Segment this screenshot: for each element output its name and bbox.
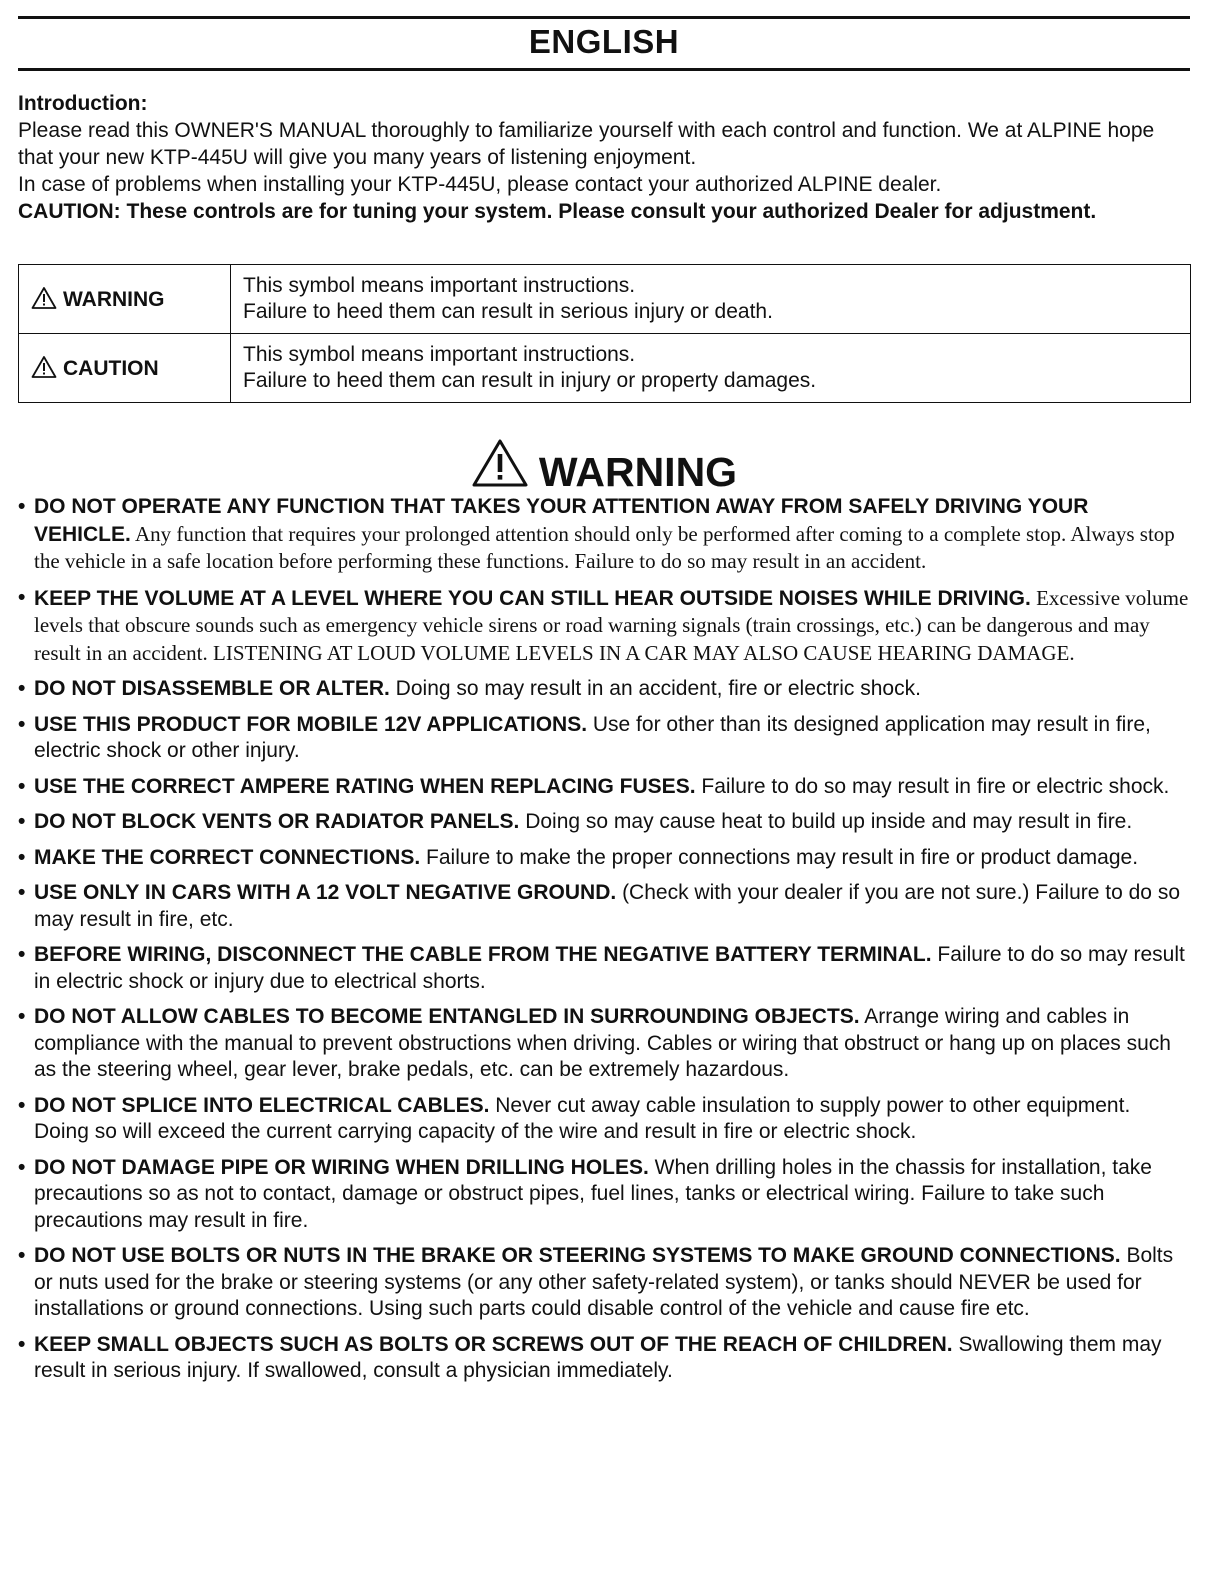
language-title: ENGLISH [528,23,680,60]
symbol-label: CAUTION [63,357,159,380]
item-lead: USE THE CORRECT AMPERE RATING WHEN REPLACING FUSES. [34,774,696,798]
list-item [18,845,1190,872]
warning-heading-text: WARNING [538,449,738,495]
symbol-label: WARNING [63,288,165,311]
item-text: Excessive volume levels that obscure sounds such as emergency vehicle sirens or road warning signals (train crossings, etc.) can be dangerous and may result in an accident. LISTENING AT LOUD VOLUME LEVELS IN A CAR MAY ALSO CAUSE HEARING DAMAGE. [34,585,1189,665]
item-lead: DO NOT USE BOLTS OR NUTS IN THE BRAKE OR STEERING SYSTEMS TO MAKE GROUND CONNECTIONS. [34,1244,1121,1267]
item-lead: USE THIS PRODUCT FOR MOBILE 12V APPLICATIONS. [34,712,588,736]
caution-triangle-icon [31,355,57,379]
list-item [18,494,1190,576]
list-item [18,676,1190,703]
symbol-legend-table [18,264,1191,403]
list-item [18,1155,1190,1235]
list-item [18,774,1190,801]
item-text: Arrange wiring and cables in compliance with the manual to prevent obstructions when driving. Cables or wiring that obstruct or hang up on places such as the steering wheel, gear lever, brake pedals, etc. can be extremely hazardous. [34,1005,1171,1081]
item-lead: USE ONLY IN CARS WITH A 12 VOLT NEGATIVE GROUND. [34,881,617,904]
item-lead: DO NOT DISASSEMBLE OR ALTER. [34,677,390,700]
item-text: Any function that requires your prolonged attention should only be performed after coming to a complete stop. Always stop the vehicle in a safe location before performing these functions. Failure to do so may result in an accident. [34,521,1175,573]
warning-list [18,494,1190,1394]
item-text: Never cut away cable insulation to supply power to other equipment. Doing so will exceed the current carrying capacity of the wire and result in fire or electric shock. [34,1093,1131,1143]
top-rule [18,16,1190,19]
symbol-desc-line: Failure to heed them can result in serious injury or death. [243,300,773,323]
symbol-description [231,265,1191,334]
item-text: Doing so may result in an accident, fire or electric shock. [389,677,921,700]
item-text: Failure to do so may result in electric shock or injury due to electrical shorts. [34,943,1185,993]
item-text: When drilling holes in the chassis for installation, take precautions so as not to contact, damage or obstruct pipes, fuel lines, tanks or electrical wiring. Failure to take such precautions may result in fire. [34,1155,1152,1232]
symbol-desc-line: Failure to heed them can result in injury or property damages. [243,369,817,392]
item-lead: DO NOT OPERATE ANY FUNCTION THAT TAKES YOUR ATTENTION AWAY FROM SAFELY DRIVING YOUR VEHICLE. [34,495,1089,546]
list-item [18,809,1190,836]
intro-paragraph-1: Please read this OWNER'S MANUAL thoroughly to familiarize yourself with each control and function. We at ALPINE hope that your new KTP-445U will give you many years of listening enjoyment. [18,119,1155,169]
symbol-description [231,334,1191,403]
item-lead: DO NOT DAMAGE PIPE OR WIRING WHEN DRILLING HOLES. [34,1155,649,1179]
item-lead: DO NOT BLOCK VENTS OR RADIATOR PANELS. [34,810,520,833]
list-item [18,1004,1190,1084]
item-lead: KEEP THE VOLUME AT A LEVEL WHERE YOU CAN STILL HEAR OUTSIDE NOISES WHILE DRIVING. [34,586,1031,610]
introduction [18,90,1190,225]
symbol-cell [19,265,231,334]
warning-heading [18,438,1190,498]
item-text: Failure to make the proper connections may result in fire or product damage. [420,845,1139,869]
symbol-row-caution [19,334,1191,403]
item-lead: MAKE THE CORRECT CONNECTIONS. [34,845,421,869]
symbol-cell [19,334,231,403]
list-item [18,1093,1190,1146]
item-lead: BEFORE WIRING, DISCONNECT THE CABLE FROM THE NEGATIVE BATTERY TERMINAL. [34,943,932,966]
warning-triangle-icon [31,286,57,310]
intro-paragraph-2: In case of problems when installing your KTP-445U, please contact your authorized ALPINE dealer. [18,173,942,196]
symbol-desc-line: This symbol means important instructions. [243,274,636,297]
list-item [18,880,1190,933]
item-text: Doing so may cause heat to build up inside and may result in fire. [519,810,1133,833]
intro-heading: Introduction: [18,92,148,115]
list-item [18,1332,1190,1385]
item-text: Bolts or nuts used for the brake or steering systems (or any other safety-related system), or tanks should NEVER be used for installations or ground connections. Using such parts could disable control of the vehicle and cause fire etc. [34,1244,1174,1320]
item-lead: DO NOT ALLOW CABLES TO BECOME ENTANGLED IN SURROUNDING OBJECTS. [34,1005,860,1028]
list-item [18,712,1190,765]
item-text: Failure to do so may result in fire or electric shock. [695,774,1170,798]
item-text: (Check with your dealer if you are not sure.) Failure to do so may result in fire, etc. [34,881,1180,931]
title-rule [18,68,1190,71]
intro-caution: CAUTION: These controls are for tuning your system. Please consult your authorized Dealer for adjustment. [18,200,1097,223]
warning-triangle-icon [471,438,529,488]
symbol-desc-line: This symbol means important instructions. [243,343,636,366]
item-text: Use for other than its designed application may result in fire, electric shock or other injury. [34,712,1151,762]
list-item [18,1243,1190,1323]
list-item [18,942,1190,995]
list-item [18,585,1190,668]
item-text: Swallowing them may result in serious injury. If swallowed, consult a physician immediately. [34,1332,1162,1382]
item-lead: DO NOT SPLICE INTO ELECTRICAL CABLES. [34,1093,490,1117]
symbol-row-warning [19,265,1191,334]
item-lead: KEEP SMALL OBJECTS SUCH AS BOLTS OR SCREWS OUT OF THE REACH OF CHILDREN. [34,1332,953,1356]
